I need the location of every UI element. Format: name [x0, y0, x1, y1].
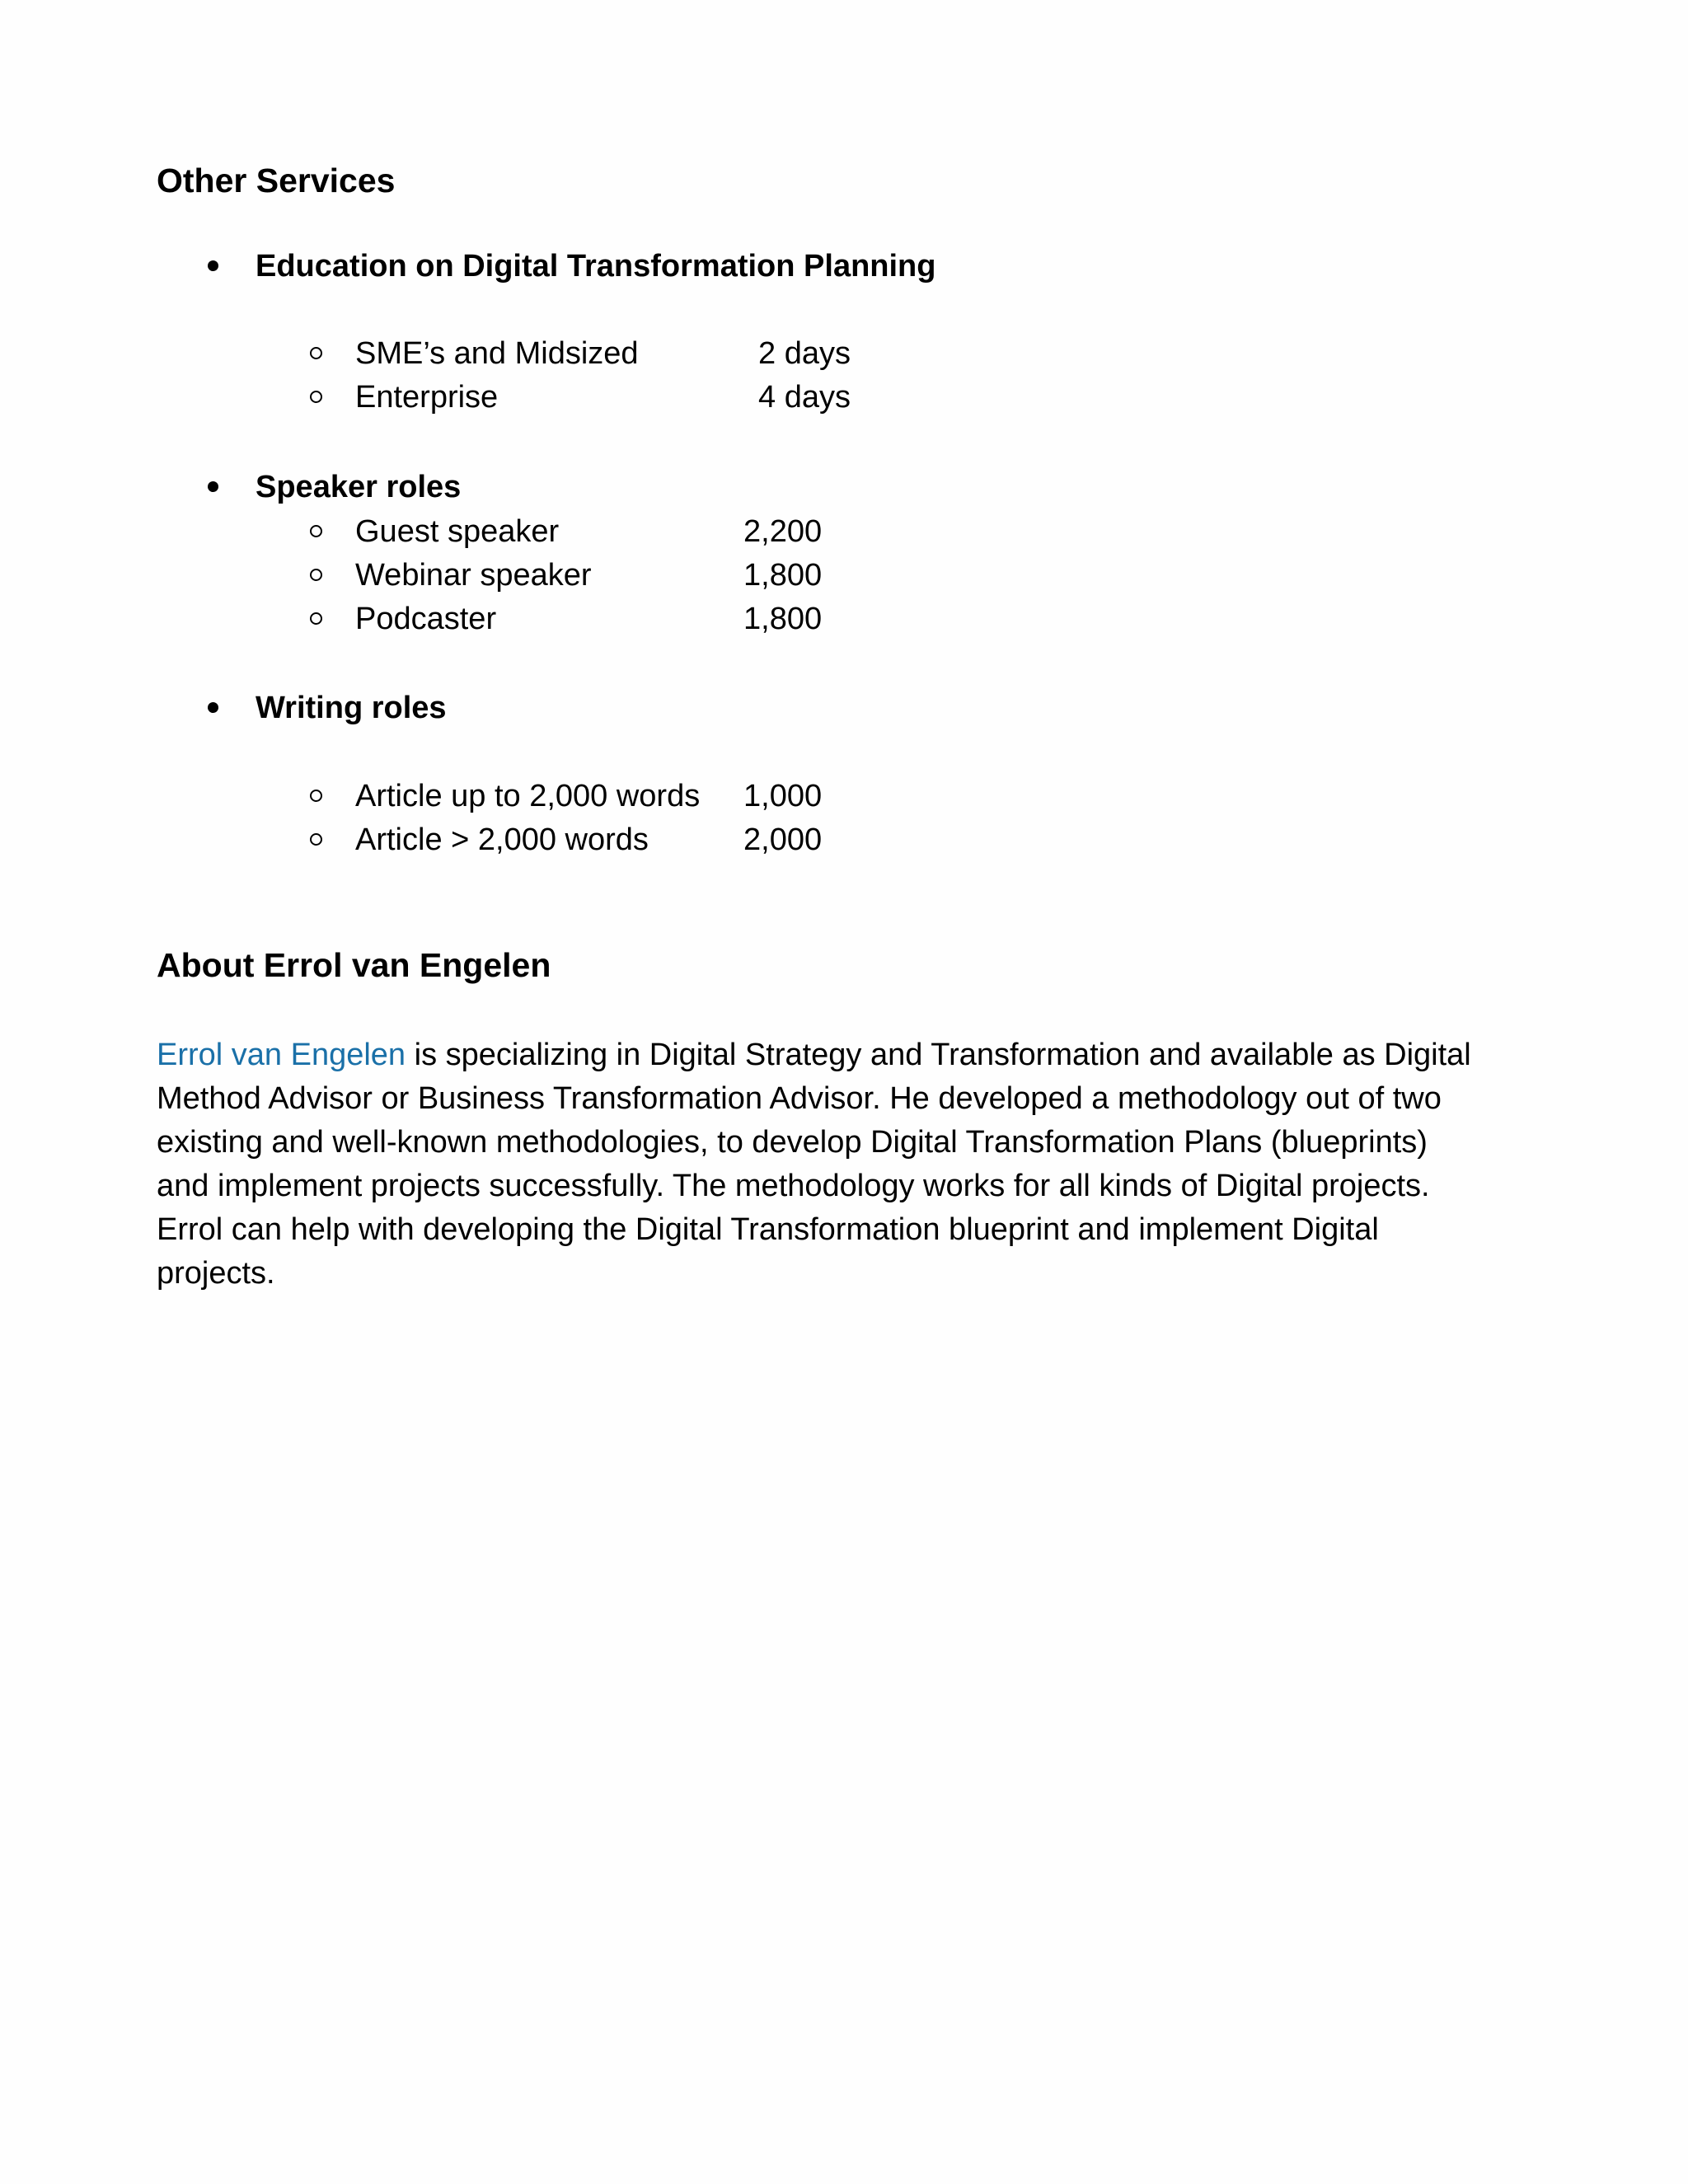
- other-services-heading: Other Services: [157, 162, 396, 199]
- circle-bullet-icon: [310, 391, 322, 403]
- speaker-item-label: Webinar speaker: [355, 558, 592, 593]
- writing-item-label: Article up to 2,000 words: [355, 779, 701, 813]
- errol-van-engelen-link[interactable]: Errol van Engelen: [157, 1038, 406, 1072]
- paragraph-text: is specializing in Digital Strategy and Transformation and available as Digital: [406, 1038, 1471, 1072]
- speaker-item-value: 1,800: [743, 602, 823, 636]
- circle-bullet-icon: [310, 612, 322, 625]
- circle-bullet-icon: [310, 833, 322, 846]
- circle-bullet-icon: [310, 569, 322, 581]
- paragraph-line: projects.: [157, 1256, 275, 1291]
- writing-item-value: 2,000: [743, 823, 823, 857]
- bullet-icon: [208, 260, 218, 271]
- speaker-item-label: Guest speaker: [355, 514, 560, 549]
- education-title: Education on Digital Transformation Planning: [256, 249, 936, 284]
- education-item-value: 2 days: [758, 336, 851, 371]
- circle-bullet-icon: [310, 790, 322, 802]
- speaker-item-label: Podcaster: [355, 602, 497, 636]
- paragraph-line: [157, 1033, 1574, 1077]
- speaker-roles-title: Speaker roles: [256, 470, 462, 504]
- bullet-icon: [208, 481, 218, 492]
- bullet-icon: [208, 702, 218, 713]
- education-item-label: SME’s and Midsized: [355, 336, 639, 371]
- speaker-item-value: 2,200: [743, 514, 823, 549]
- paragraph-line: Method Advisor or Business Transformation Advisor. He developed a methodology out of two: [157, 1081, 1442, 1116]
- education-item-label: Enterprise: [355, 380, 499, 415]
- writing-roles-title: Writing roles: [256, 691, 447, 725]
- speaker-item-value: 1,800: [743, 558, 823, 593]
- paragraph-line: Errol can help with developing the Digital Transformation blueprint and implement Digital: [157, 1212, 1379, 1247]
- circle-bullet-icon: [310, 525, 322, 537]
- circle-bullet-icon: [310, 347, 322, 359]
- about-heading: About Errol van Engelen: [157, 946, 551, 984]
- writing-item-value: 1,000: [743, 779, 823, 813]
- paragraph-line: and implement projects successfully. The methodology works for all kinds of Digital projects.: [157, 1169, 1430, 1203]
- about-paragraph: [157, 1033, 1574, 1296]
- education-item-value: 4 days: [758, 380, 851, 415]
- paragraph-line: existing and well-known methodologies, to develop Digital Transformation Plans (blueprints): [157, 1125, 1428, 1160]
- writing-item-label: Article > 2,000 words: [355, 823, 649, 857]
